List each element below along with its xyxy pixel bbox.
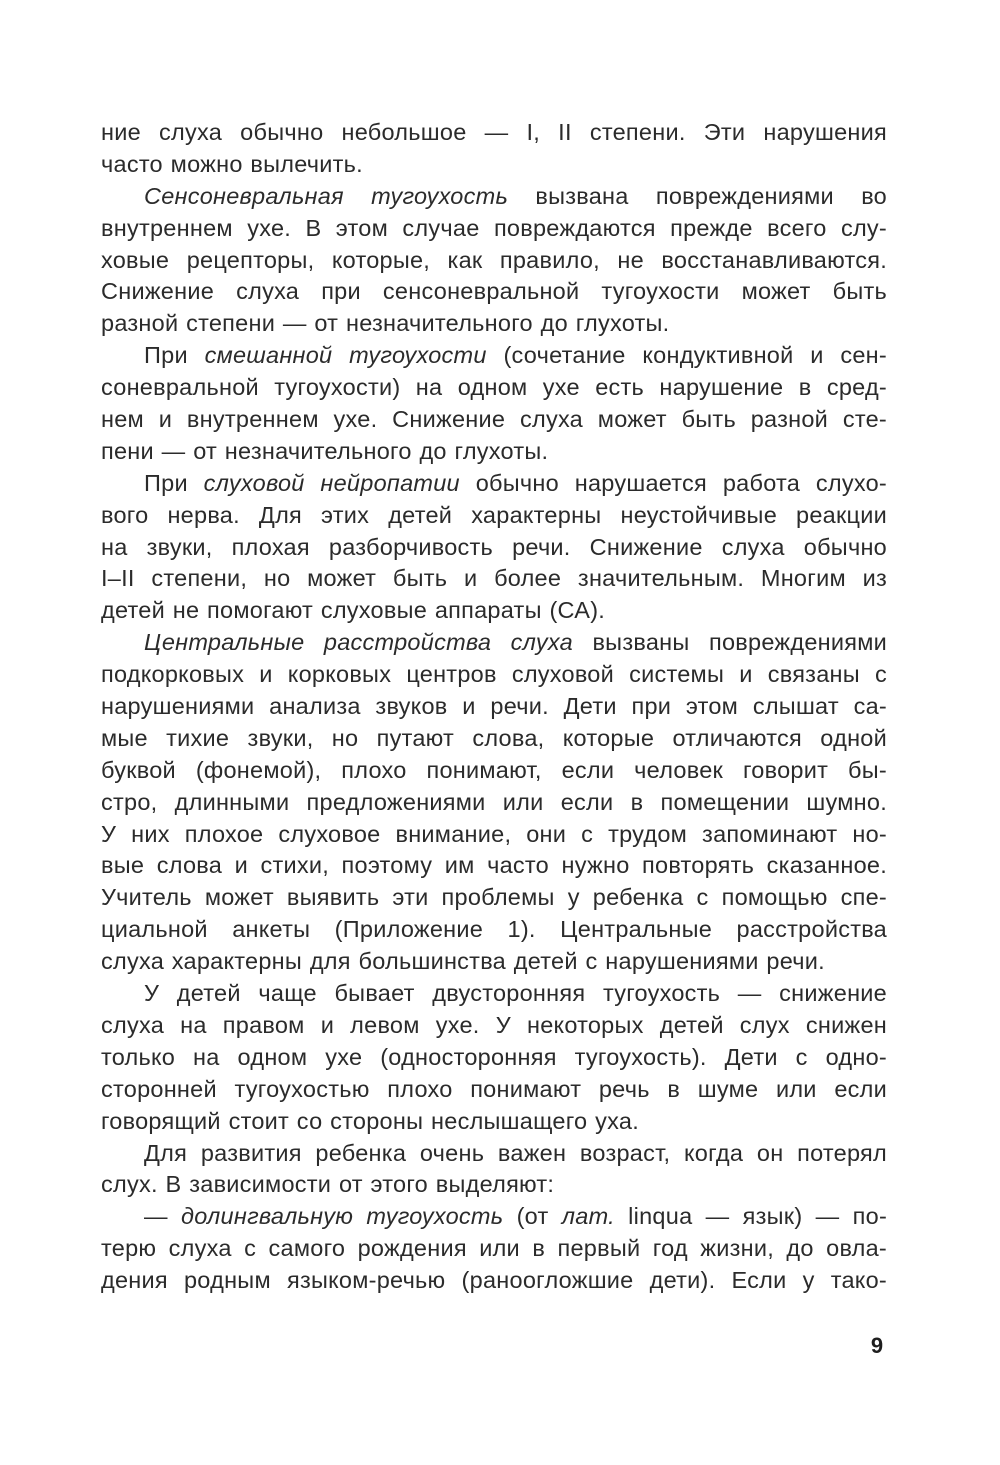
text-line: [101, 308, 887, 340]
text-line: [101, 978, 887, 1010]
text-run: на звуки, плохая разборчивость речи. Снижение слуха обычно: [101, 533, 887, 560]
text-line: [101, 245, 887, 277]
italic-term: долингвальную тугоухость: [181, 1203, 504, 1230]
text-line: [101, 213, 887, 245]
text-line: [101, 1201, 887, 1233]
text-run: обычно нарушается работа слухо-: [459, 469, 888, 496]
text-line: [101, 1138, 887, 1170]
text-line: [101, 500, 887, 532]
text-run: часто можно вылечить.: [101, 150, 363, 177]
text-line: [101, 117, 887, 149]
text-line: [101, 1265, 887, 1297]
text-line: [101, 276, 887, 308]
text-run: дения родным языком-речью (раноогложшие дети). Если у тако-: [101, 1267, 887, 1294]
text-line: [101, 659, 887, 691]
italic-term: лат.: [561, 1203, 615, 1230]
text-line: [101, 1010, 887, 1042]
text-line: [101, 627, 887, 659]
text-run: нем и внутреннем ухе. Снижение слуха может быть разной сте-: [101, 406, 887, 433]
text-line: [101, 1233, 887, 1265]
text-run: говорящий стоит со стороны неслышащего уха.: [101, 1107, 639, 1134]
text-run: подкорковых и корковых центров слуховой системы и связаны с: [101, 661, 887, 688]
italic-term: слуховой нейропатии: [203, 469, 460, 496]
text-run: слуха характерны для большинства детей с нарушениями речи.: [101, 948, 825, 975]
text-run: —: [144, 1203, 182, 1230]
text-run: У детей чаще бывает двусторонняя тугоухость — снижение: [144, 980, 887, 1007]
text-line: [101, 181, 887, 213]
italic-term: Центральные расстройства слуха: [144, 629, 573, 656]
page-number: 9: [870, 1333, 884, 1358]
text-line: [101, 436, 887, 468]
text-run: вого нерва. Для этих детей характерны неустойчивые реакции: [101, 501, 887, 528]
text-line: [101, 691, 887, 723]
text-line: [101, 1042, 887, 1074]
text-run: У них плохое слуховое внимание, они с трудом запоминают но-: [101, 820, 887, 847]
text-run: При: [144, 469, 204, 496]
text-run: слуха на правом и левом ухе. У некоторых детей слух снижен: [101, 1011, 887, 1038]
text-line: [101, 850, 887, 882]
text-run: вызвана повреждениями во: [508, 182, 887, 209]
text-run: мые тихие звуки, но путают слова, которые отличаются одной: [101, 724, 887, 751]
text-line: [101, 914, 887, 946]
text-run: терю слуха с самого рождения или в первый год жизни, до овла-: [101, 1235, 887, 1262]
text-run: Снижение слуха при сенсоневральной тугоухости может быть: [101, 278, 887, 305]
text-run: При: [144, 342, 205, 369]
text-line: [101, 595, 887, 627]
text-line: [101, 1074, 887, 1106]
body-text: [101, 117, 887, 1297]
text-run: разной степени — от незначительного до глухоты.: [101, 310, 670, 337]
text-run: ховые рецепторы, которые, как правило, не восстанавливаются.: [101, 246, 887, 273]
text-run: (сочетание кондуктивной и сен-: [486, 342, 887, 369]
text-run: linqua — язык) — по-: [614, 1203, 888, 1230]
text-line: [101, 372, 887, 404]
text-run: стро, длинными предложениями или если в помещении шумно.: [101, 788, 887, 815]
text-line: [101, 819, 887, 851]
text-line: [101, 532, 887, 564]
text-run: нарушениями анализа звуков и речи. Дети при этом слышат са-: [101, 693, 887, 720]
text-run: внутреннем ухе. В этом случае повреждаются прежде всего слу-: [101, 214, 887, 241]
text-run: детей не помогают слуховые аппараты (СА).: [101, 597, 606, 624]
text-run: только на одном ухе (односторонняя тугоухость). Дети с одно-: [101, 1043, 887, 1070]
text-line: [101, 882, 887, 914]
text-run: циальной анкеты (Приложение 1). Центральные расстройства: [101, 916, 887, 943]
text-run: Учитель может выявить эти проблемы у ребенка с помощью спе-: [101, 884, 887, 911]
text-line: [101, 1106, 887, 1138]
text-run: пени — от незначительного до глухоты.: [101, 437, 549, 464]
italic-term: смешанной тугоухости: [204, 342, 487, 369]
text-line: [101, 404, 887, 436]
text-line: [101, 1169, 887, 1201]
text-run: ние слуха обычно небольшое — I, II степени. Эти нарушения: [101, 119, 887, 145]
text-run: вые слова и стихи, поэтому им часто нужно повторять сказанное.: [101, 852, 887, 879]
text-line: [101, 755, 887, 787]
text-line: [101, 946, 887, 978]
text-line: [101, 723, 887, 755]
text-run: слух. В зависимости от этого выделяют:: [101, 1171, 555, 1198]
text-run: буквой (фонемой), плохо понимают, если человек говорит бы-: [101, 756, 887, 783]
text-run: (от: [503, 1203, 562, 1230]
text-run: Для развития ребенка очень важен возраст, когда он потерял: [144, 1139, 887, 1166]
text-run: I–II степени, но может быть и более значительным. Многим из: [101, 565, 887, 592]
text-run: вызваны повреждениями: [572, 629, 887, 656]
text-line: [101, 340, 887, 372]
text-line: [101, 787, 887, 819]
text-line: [101, 149, 887, 181]
italic-term: Сенсоневральная тугоухость: [144, 182, 509, 209]
text-line: [101, 563, 887, 595]
text-line: [101, 468, 887, 500]
text-run: соневральной тугоухости) на одном ухе есть нарушение в сред-: [101, 374, 887, 401]
text-run: сторонней тугоухостью плохо понимают речь в шуме или если: [101, 1075, 887, 1102]
